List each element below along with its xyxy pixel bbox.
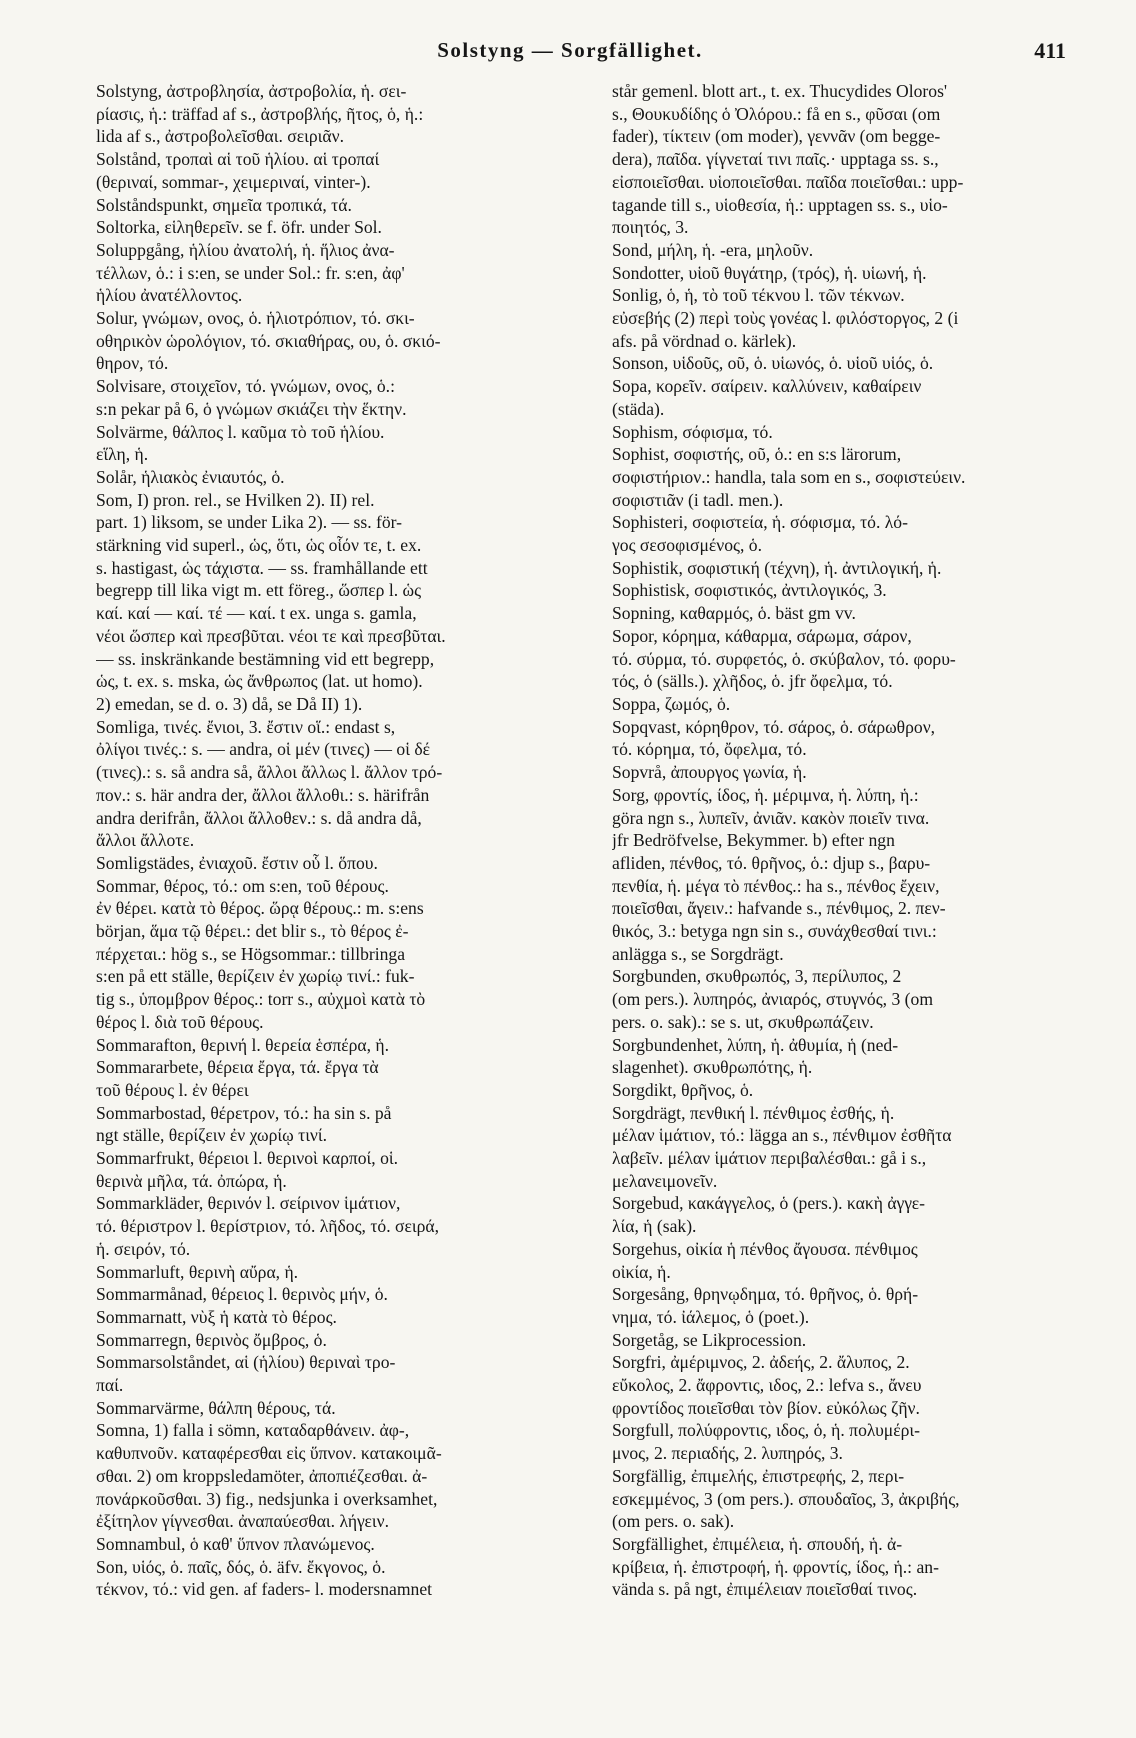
text-line: οθηρικὸν ὡρολόγιον, τό. σκιαθήρας, ου, ὁ. σκιό- xyxy=(96,330,441,351)
text-line: πονάρκοῦσθαι. 3) fig., nedsjunka i overksamhet, xyxy=(96,1488,438,1509)
text-line: Sommarsolståndet, αἱ (ἡλίου) θεριναὶ τρο- xyxy=(96,1352,396,1373)
text-line: s. hastigast, ὡς τάχιστα. — ss. framhållande ett xyxy=(96,557,428,578)
text-line: begrepp till lika vigt m. ett föreg., ὥσπερ l. ὡς xyxy=(96,580,422,601)
text-line: Sopqvast, κόρηθρον, τό. σάρος, ὁ. σάρωθρον, xyxy=(612,716,936,737)
text-line: Sopa, κορεῖν. σαίρειν. καλλύνειν, καθαίρειν xyxy=(612,376,922,397)
text-line: οἰκία, ἡ. xyxy=(612,1261,671,1282)
text-line: πον.: s. här andra der, ἄλλοι ἄλλοθι.: s. härifrån xyxy=(96,784,430,805)
text-line: Soppa, ζωμός, ὁ. xyxy=(612,693,731,714)
text-line: Sommarnatt, νὺξ ἡ κατὰ τὸ θέρος. xyxy=(96,1306,337,1327)
text-line: Sophistisk, σοφιστικός, ἀντιλογικός, 3. xyxy=(612,580,887,601)
text-line: Sophism, σόφισμα, τό. xyxy=(612,421,773,442)
text-line: Sorgdrägt, πενθική l. πένθιμος ἐσθής, ἡ. xyxy=(612,1102,895,1123)
text-line: slagenhet). σκυθρωπότης, ἡ. xyxy=(612,1057,813,1078)
text-line: Sommarvärme, θάλπη θέρους, τά. xyxy=(96,1397,336,1418)
text-line: Sorgesång, θρηνῳδημα, τό. θρῆνος, ὁ. θρή- xyxy=(612,1284,919,1305)
text-line: καθυπνοῦν. καταφέρεσθαι εἰς ὕπνον. κατακοιμᾶ- xyxy=(96,1443,442,1464)
text-line: Soluppgång, ἡλίου ἀνατολή, ἡ. ἥλιος ἀνα- xyxy=(96,239,395,260)
text-line: λαβεῖν. μέλαν ἱμάτιον περιβαλέσθαι.: gå i s., xyxy=(612,1148,927,1169)
text-line: παί. xyxy=(96,1375,124,1396)
text-line: ὡς, t. ex. s. mska, ὡς ἄνθρωπος (lat. ut homo). xyxy=(96,671,423,692)
text-line: Sophisteri, σοφιστεία, ἡ. σόφισμα, τό. λό- xyxy=(612,512,908,533)
text-line: ποιεῖσθαι, ἄγειν.: hafvande s., πένθιμος, 2. πεν- xyxy=(612,898,946,919)
text-line: μέλαν ἱμάτιον, τό.: lägga an s., πένθιμον ἐσθῆτα xyxy=(612,1125,952,1146)
text-line: dera), παῖδα. γίγνεταί τινι παῖς.· upptaga ss. s., xyxy=(612,149,939,170)
page-header xyxy=(0,38,1136,68)
text-line: Son, υἱός, ὁ. παῖς, δός, ὁ. äfv. ἔκγονος, ὁ. xyxy=(96,1556,386,1577)
text-line: Sommarbostad, θέρετρον, τό.: ha sin s. på xyxy=(96,1102,392,1123)
text-line: Sommarkläder, θερινόν l. σείρινον ἱμάτιον, xyxy=(96,1193,401,1214)
text-line: Solvisare, στοιχεῖον, τό. γνώμων, ονος, ὁ.: xyxy=(96,376,395,397)
page-number: 411 xyxy=(1034,38,1066,63)
text-line: ρίασις, ἡ.: träffad af s., ἀστροβλής, ῆτος, ὁ, ἡ.: xyxy=(96,103,424,124)
text-line: πενθία, ἡ. μέγα τὸ πένθος.: ha s., πένθος ἔχειν, xyxy=(612,875,940,896)
text-line: Solstånd, τροπαὶ αἱ τοῦ ἡλίου. αἱ τροπαί xyxy=(96,149,380,170)
text-line: s:n pekar på 6, ὁ γνώμων σκιάζει τὴν ἕκτην. xyxy=(96,398,407,419)
text-line: afs. på vördnad o. kärlek). xyxy=(612,330,797,351)
text-line: θέρος l. διὰ τοῦ θέρους. xyxy=(96,1011,264,1032)
text-line: Sorg, φροντίς, ίδος, ἡ. μέριμνα, ἡ. λύπη, ἡ.: xyxy=(612,784,919,805)
text-line: τός, ὁ (sälls.). χλῆδος, ὁ. jfr ὄφελμα, τό. xyxy=(612,671,893,692)
text-line: ὀλίγοι τινές.: s. — andra, οἱ μέν (τινες) — οἱ δέ xyxy=(96,739,430,760)
left-column xyxy=(96,80,606,1601)
text-line: ngt ställe, θερίζειν ἐν χωρίῳ τινί. xyxy=(96,1125,328,1146)
text-line: Som, I) pron. rel., se Hvilken 2). II) rel. xyxy=(96,489,375,510)
text-line: part. 1) liksom, se under Lika 2). — ss. för- xyxy=(96,512,403,533)
text-line: τό. θέριστρον l. θερίστριον, τό. λῆδος, τό. σειρά, xyxy=(96,1216,440,1237)
text-line: tagande till s., υἱοθεσία, ἡ.: upptagen ss. s., υἱο- xyxy=(612,194,948,215)
text-line: jfr Bedröfvelse, Bekymmer. b) efter ngn xyxy=(612,830,895,851)
text-line: Soltorka, εἱληθερεῖν. se f. öfr. under Sol. xyxy=(96,217,382,238)
text-line: Sondotter, υἱοῦ θυγάτηρ, (τρός), ἡ. υἱωνή, ἡ. xyxy=(612,262,927,283)
text-line: Somna, 1) falla i sömn, καταδαρθάνειν. ἀφ-, xyxy=(96,1420,410,1441)
text-line: Sorgfri, ἀμέριμνος, 2. ἀδεής, 2. ἄλυπος, 2. xyxy=(612,1352,910,1373)
text-line: τέλλων, ὁ.: i s:en, se under Sol.: fr. s:en, ἀφ' xyxy=(96,262,405,283)
text-line: τοῦ θέρους l. ἐν θέρει xyxy=(96,1079,249,1100)
text-line: πέρχεται.: hög s., se Högsommar.: tillbringa xyxy=(96,943,406,964)
text-line: Sorgdikt, θρῆνος, ὁ. xyxy=(612,1079,754,1100)
text-line: Sophist, σοφιστής, οῦ, ὁ.: en s:s lärorum, xyxy=(612,444,902,465)
text-line: ποιητός, 3. xyxy=(612,217,689,238)
text-line: Solur, γνώμων, ονος, ὁ. ἡλιοτρόπιον, τό. σκι- xyxy=(96,308,415,329)
text-line: — ss. inskränkande bestämning vid ett begrepp, xyxy=(96,648,435,669)
text-line: τό. κόρημα, τό, ὄφελμα, τό. xyxy=(612,739,807,760)
text-line: andra derifrån, ἄλλοι ἄλλοθεν.: s. då andra då, xyxy=(96,807,422,828)
text-line: Sorgfällig, ἐπιμελής, ἐπιστρεφής, 2, περι- xyxy=(612,1465,905,1486)
text-line: (om pers.). λυπηρός, ἀνιαρός, στυγνός, 3 (om xyxy=(612,989,934,1010)
text-line: Sommar, θέρος, τό.: om s:en, τοῦ θέρους. xyxy=(96,875,389,896)
text-line: s:en på ett ställe, θερίζειν ἐν χωρίῳ τινί.: fuk- xyxy=(96,966,415,987)
text-line: μνος, 2. περιαδής, 2. λυπηρός, 3. xyxy=(612,1443,843,1464)
text-line: står gemenl. blott art., t. ex. Thucydides Oloros' xyxy=(612,81,948,101)
text-line: ἡ. σειρόν, τό. xyxy=(96,1238,191,1259)
text-line: σθαι. 2) om kroppsledamöter, ἀποπιέζεσθαι. ἀ- xyxy=(96,1465,428,1486)
text-line: θηρον, τό. xyxy=(96,353,169,374)
text-line: Sommarmånad, θέρειος l. θερινὸς μήν, ὁ. xyxy=(96,1284,388,1305)
text-line: λία, ἡ (sak). xyxy=(612,1216,697,1237)
text-line: (städa). xyxy=(612,398,665,419)
text-line: Sorgbundenhet, λύπη, ἡ. ἀθυμία, ἡ (ned- xyxy=(612,1034,899,1055)
text-line: Sopor, κόρημα, κάθαρμα, σάρωμα, σάρον, xyxy=(612,625,912,646)
text-line: Somliga, τινές. ἔνιοι, 3. ἔστιν οἵ.: endast s, xyxy=(96,716,396,737)
text-line: εἰσποιεῖσθαι. υἱοποιεῖσθαι. παῖδα ποιεῖσθαι.: upp- xyxy=(612,171,964,192)
text-line: ἐξίτηλον γίγνεσθαι. ἀναπαύεσθαι. λήγειν. xyxy=(96,1511,389,1532)
text-line: Solvärme, θάλπος l. καῦμα τὸ τοῦ ἡλίου. xyxy=(96,421,385,442)
text-line: Somnambul, ὁ καθ' ὕπνον πλανώμενος. xyxy=(96,1534,375,1554)
text-line: (θεριναί, sommar-, χειμεριναί, vinter-). xyxy=(96,171,371,192)
text-line: Sorgetåg, se Likprocession. xyxy=(612,1329,807,1350)
text-line: Sond, μήλη, ἡ. -era, μηλοῦν. xyxy=(612,239,814,260)
text-line: tig s., ὑπομβρον θέρος.: torr s., αὐχμοὶ κατὰ τὸ xyxy=(96,989,426,1010)
text-line: Sorgbunden, σκυθρωπός, 3, περίλυπος, 2 xyxy=(612,966,902,987)
text-line: εὔκολος, 2. ἄφροντις, ιδος, 2.: lefva s., ἄνευ xyxy=(612,1375,922,1396)
text-line: s., Θουκυδίδης ὁ Ὀλόρου.: få en s., φῦσαι (om xyxy=(612,103,941,124)
text-line: vända s. på ngt, ἐπιμέλειαν ποιεῖσθαί τινος. xyxy=(612,1579,918,1600)
text-line: (τινες).: s. så andra så, ἄλλοι ἄλλως l. ἄλλον τρό- xyxy=(96,762,443,783)
text-line: stärkning vid superl., ὡς, ὅτι, ὡς οἷόν τε, t. ex. xyxy=(96,535,422,556)
text-line: lida af s., ἀστροβολεῖσθαι. σειριᾶν. xyxy=(96,126,344,147)
text-line: Sommarfrukt, θέρειοι l. θερινοὶ καρποί, οἱ. xyxy=(96,1148,399,1169)
text-line: Sommararbete, θέρεια ἔργα, τά. ἔργα τὰ xyxy=(96,1057,379,1078)
text-line: Sopning, καθαρμός, ὁ. bäst gm vv. xyxy=(612,603,856,624)
text-line: γος σεσοφισμένος, ὁ. xyxy=(612,535,762,556)
text-line: σοφιστιᾶν (i tadl. men.). xyxy=(612,489,784,510)
text-line: Sonlig, ὁ, ἡ, τὸ τοῦ τέκνου l. τῶν τέκνων. xyxy=(612,285,905,306)
text-line: θικός, 3.: betyga ngn sin s., συνάχθεσθαί τινι.: xyxy=(612,921,937,942)
text-line: κρίβεια, ἡ. ἐπιστροφή, ἡ. φροντίς, ίδος, ἡ.: an- xyxy=(612,1556,939,1577)
text-line: Sophistik, σοφιστική (τέχνη), ἡ. ἀντιλογική, ἡ. xyxy=(612,557,942,578)
text-line: τό. σύρμα, τό. συρφετός, ὁ. σκύβαλον, τό. φορυ- xyxy=(612,648,956,669)
text-line: νημα, τό. ἰάλεμος, ὁ (poet.). xyxy=(612,1306,810,1327)
text-line: εὐσεβής (2) περὶ τοὺς γονέας l. φιλόστοργος, 2 (i xyxy=(612,308,959,329)
text-line: fader), τίκτειν (om moder), γεννᾶν (om begge- xyxy=(612,126,941,147)
text-line: Sorgfällighet, ἐπιμέλεια, ἡ. σπουδή, ἡ. ἀ- xyxy=(612,1534,903,1554)
text-line: εσκεμμένος, 3 (om pers.). σπουδαῖος, 3, ἀκριβής, xyxy=(612,1488,960,1509)
text-line: början, ἅμα τῷ θέρει.: det blir s., τὸ θέρος ἐ- xyxy=(96,921,409,942)
text-line: Solståndspunkt, σημεῖα τροπικά, τά. xyxy=(96,194,352,215)
right-column xyxy=(612,80,1100,1601)
text-line: καί. καί — καί. τέ — καί. t ex. unga s. gamla, xyxy=(96,603,417,624)
text-line: ἐν θέρει. κατὰ τὸ θέρος. ὥρᾳ θέρους.: m. s:ens xyxy=(96,898,424,919)
text-line: pers. o. sak).: se s. ut, σκυθρωπάζειν. xyxy=(612,1011,874,1032)
text-line: göra ngn s., λυπεῖν, ἀνιᾶν. κακὸν ποιεῖν τινα. xyxy=(612,807,930,828)
text-line: Solår, ἡλιακὸς ἐνιαυτός, ὁ. xyxy=(96,466,285,487)
text-line: 2) emedan, se d. o. 3) då, se Då II) 1). xyxy=(96,693,363,714)
running-head: Solstyng — Sorgfällighet. xyxy=(437,38,703,62)
text-line: (om pers. o. sak). xyxy=(612,1511,735,1532)
text-line: Sommarafton, θερινή l. θερεία ἑσπέρα, ἡ. xyxy=(96,1034,390,1055)
text-line: Somligstädes, ἐνιαχοῦ. ἔστιν οὗ l. ὅπου. xyxy=(96,852,378,873)
text-line: Sonson, υἱδοῦς, οῦ, ὁ. υἱωνός, ὁ. υἱοῦ υἱός, ὁ. xyxy=(612,353,934,374)
text-line: Sorgfull, πολύφροντις, ιδος, ὁ, ἡ. πολυμέρι- xyxy=(612,1420,920,1441)
text-line: εἵλη, ἡ. xyxy=(96,444,149,465)
text-line: anlägga s., se Sorgdrägt. xyxy=(612,943,784,964)
text-line: afliden, πένθος, τό. θρῆνος, ὁ.: djup s., βαρυ- xyxy=(612,852,931,873)
text-line: Sommarluft, θερινὴ αὔρα, ἡ. xyxy=(96,1261,299,1282)
text-line: Sommarregn, θερινὸς ὄμβρος, ὁ. xyxy=(96,1329,327,1350)
text-line: ἄλλοι ἄλλοτε. xyxy=(96,830,195,851)
text-line: τέκνον, τό.: vid gen. af faders- l. modersnamnet xyxy=(96,1579,433,1600)
text-line: θερινὰ μῆλα, τά. ὀπώρα, ἡ. xyxy=(96,1170,287,1191)
text-line: Sorgebud, κακάγγελος, ὁ (pers.). κακὴ ἀγγε- xyxy=(612,1193,926,1214)
text-line: φροντίδος ποιεῖσθαι τὸν βίον. εὐκόλως ζῆν. xyxy=(612,1397,920,1418)
text-line: Solstyng, ἀστροβλησία, ἀστροβολία, ἡ. σει- xyxy=(96,81,407,101)
text-line: μελανειμονεῖν. xyxy=(612,1170,718,1191)
text-line: νέοι ὥσπερ καὶ πρεσβῦται. νέοι τε καὶ πρεσβῦται. xyxy=(96,625,446,646)
text-line: Sopvrå, ἀπουργος γωνία, ἡ. xyxy=(612,762,807,783)
text-line: ἡλίου ἀνατέλλοντος. xyxy=(96,285,243,306)
text-line: σοφιστήριον.: handla, tala som en s., σοφιστεύειν. xyxy=(612,466,966,487)
text-line: Sorgehus, οἰκία ἡ πένθος ἄγουσα. πένθιμος xyxy=(612,1238,918,1259)
